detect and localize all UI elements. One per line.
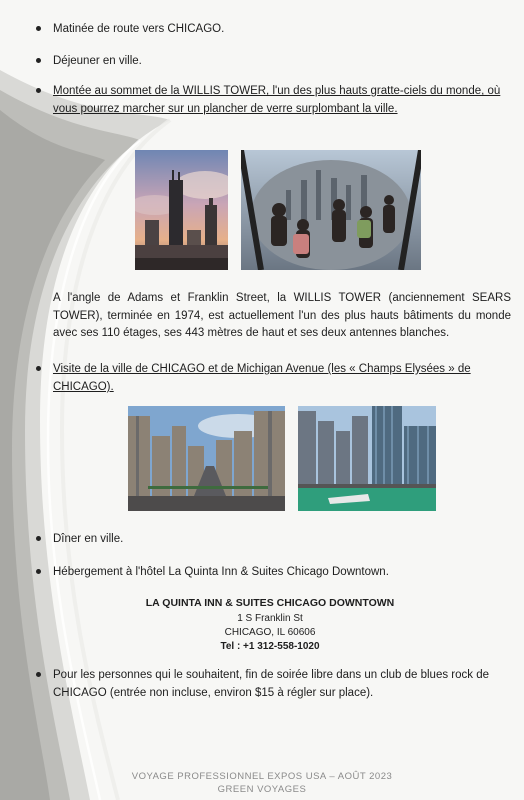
list-item: Matinée de route vers CHICAGO.: [36, 20, 512, 38]
list-item: Dîner en ville.: [36, 530, 512, 548]
michigan-avenue-photo: [128, 406, 285, 511]
willis-tower-description: A l'angle de Adams et Franklin Street, la WILLIS TOWER (anciennement SEARS TOWER), terminée en 1974, est actuellement l'un des plus hauts bâtiments du monde avec ses 110 étages, ses 443 mètres de haut et ses deux antennes blanches.: [53, 292, 511, 339]
page-footer: [0, 770, 524, 796]
bullet-icon: [36, 88, 41, 93]
bullet-icon: [36, 569, 41, 574]
bullet-icon: [36, 26, 41, 31]
list-item: Déjeuner en ville.: [36, 52, 512, 70]
hotel-name: LA QUINTA INN & SUITES CHICAGO DOWNTOWN: [145, 597, 395, 609]
footer-line-1: VOYAGE PROFESSIONNEL EXPOS USA – AOÛT 2023: [131, 771, 393, 782]
list-item-city-visit: Visite de la ville de CHICAGO et de Michigan Avenue (les « Champs Elysées » de CHICAGO).: [36, 360, 512, 396]
footer-line-2: GREEN VOYAGES: [217, 784, 307, 795]
bullet-icon: [36, 366, 41, 371]
list-item: Pour les personnes qui le souhaitent, fin de soirée libre dans un club de blues rock de CHICAGO (entrée non incluse, environ $15 à régler sur place).: [36, 666, 512, 702]
hotel-phone: Tel : +1 312-558-1020: [220, 641, 320, 652]
bullet-icon: [36, 536, 41, 541]
skyline-photo: [135, 150, 228, 270]
hotel-street: 1 S Franklin St: [237, 613, 303, 624]
bullet-icon: [36, 672, 41, 677]
hotel-city: CHICAGO, IL 60606: [224, 627, 316, 638]
bullet-icon: [36, 58, 41, 63]
hotel-address-block: [100, 596, 440, 654]
list-item-willis-tower: Montée au sommet de la WILLIS TOWER, l'un des plus hauts gratte-ciels du monde, où vous pourrez marcher sur un plancher de verre surplombant la ville.: [36, 82, 512, 118]
list-item: Hébergement à l'hôtel La Quinta Inn & Suites Chicago Downtown.: [36, 563, 512, 581]
chicago-river-photo: [298, 406, 436, 511]
skydeck-photo: [241, 150, 421, 270]
